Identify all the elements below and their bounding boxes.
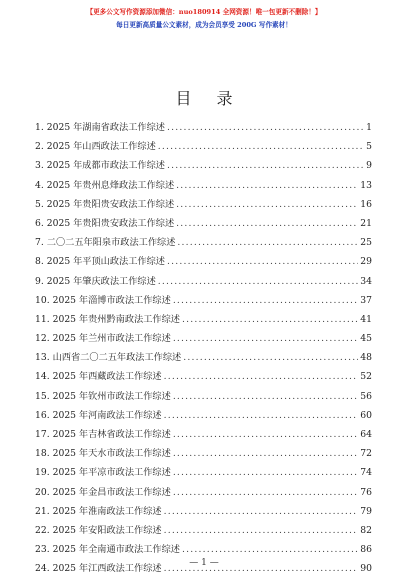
toc-entry[interactable] bbox=[35, 349, 372, 368]
banner-promo-line: 【更多公文写作资源添加微信：nuo180914 全网资源！唯一包更新不删除！】 bbox=[86, 8, 322, 16]
toc-entry[interactable] bbox=[35, 311, 372, 330]
toc-entry-page: 21 bbox=[360, 217, 372, 229]
toc-dot-leader bbox=[164, 525, 359, 536]
toc-entry-title: 2025 年淮南政法工作综述 bbox=[52, 505, 162, 517]
toc-entry-number: 21 bbox=[35, 505, 47, 517]
toc-entry-separator: . bbox=[46, 505, 50, 517]
toc-entry[interactable] bbox=[35, 157, 372, 176]
toc-entry-separator: . bbox=[46, 524, 50, 536]
toc-dot-leader bbox=[173, 467, 358, 478]
toc-entry-page: 86 bbox=[360, 544, 372, 556]
toc-entry-page: 79 bbox=[360, 505, 372, 517]
toc-dot-leader bbox=[183, 352, 358, 363]
toc-entry-title: 2025 年安阳政法工作综述 bbox=[52, 524, 162, 536]
toc-entry-title: 2025 年肇庆政法工作综述 bbox=[46, 275, 156, 287]
toc-entry[interactable] bbox=[35, 196, 372, 215]
toc-entry-separator: . bbox=[40, 237, 44, 249]
toc-entry-page: 64 bbox=[360, 429, 372, 440]
toc-entry-title: 2025 年金昌市政法工作综述 bbox=[52, 486, 171, 498]
toc-entry[interactable] bbox=[35, 330, 372, 349]
toc-dot-leader bbox=[158, 141, 364, 152]
toc-entry-number: 8 bbox=[35, 256, 41, 268]
toc-entry-separator: . bbox=[46, 390, 50, 402]
toc-entry-number: 22 bbox=[35, 524, 47, 536]
toc-dot-leader bbox=[173, 487, 358, 498]
toc-dot-leader bbox=[158, 276, 359, 287]
toc-entry-number: 12 bbox=[35, 333, 47, 345]
banner-update-line: 每日更新高质量公文素材，成为会员享受 200G 写作素材！ bbox=[116, 21, 292, 29]
table-of-contents bbox=[35, 119, 372, 580]
toc-entry-separator: . bbox=[46, 448, 50, 460]
toc-entry-number: 13 bbox=[35, 352, 47, 364]
toc-entry[interactable] bbox=[35, 292, 372, 311]
toc-dot-leader bbox=[182, 314, 358, 325]
toc-entry-title: 2025 年西藏政法工作综述 bbox=[52, 371, 162, 383]
toc-entry-number: 19 bbox=[35, 467, 47, 479]
toc-dot-leader bbox=[173, 429, 358, 440]
toc-entry-separator: . bbox=[40, 217, 44, 229]
toc-entry-separator: . bbox=[46, 313, 50, 325]
toc-dot-leader bbox=[176, 199, 358, 210]
toc-entry-page: 48 bbox=[360, 352, 372, 364]
toc-entry-page: 16 bbox=[360, 198, 372, 210]
toc-entry-number: 15 bbox=[35, 390, 47, 402]
toc-dot-leader bbox=[164, 410, 359, 421]
toc-dot-leader bbox=[173, 295, 358, 306]
page-title: 目 录 bbox=[175, 89, 243, 108]
toc-dot-leader bbox=[176, 180, 358, 191]
toc-entry-number: 16 bbox=[35, 409, 47, 421]
toc-dot-leader bbox=[167, 122, 364, 133]
toc-dot-leader bbox=[173, 391, 358, 402]
toc-entry-title: 二〇二五年阳泉市政法工作综述 bbox=[46, 237, 176, 249]
toc-entry[interactable] bbox=[35, 484, 372, 503]
toc-entry-separator: . bbox=[40, 179, 44, 191]
toc-entry-separator: . bbox=[40, 198, 44, 210]
toc-entry-page: 72 bbox=[360, 448, 372, 460]
toc-entry-number: 24 bbox=[35, 563, 47, 575]
toc-entry-page: 74 bbox=[360, 467, 372, 479]
toc-entry-number: 23 bbox=[35, 544, 47, 556]
toc-entry-page: 82 bbox=[360, 524, 372, 536]
toc-entry-number: 7 bbox=[35, 237, 41, 249]
toc-entry-title: 2025 年贵州息烽政法工作综述 bbox=[46, 179, 175, 191]
toc-entry[interactable] bbox=[35, 177, 372, 196]
toc-entry[interactable] bbox=[35, 215, 372, 234]
toc-entry-title: 2025 年贵阳贵安政法工作综述 bbox=[46, 217, 175, 229]
toc-entry-separator: . bbox=[46, 429, 50, 440]
toc-entry-page: 90 bbox=[360, 563, 372, 575]
toc-entry-page: 37 bbox=[360, 294, 372, 306]
toc-dot-leader bbox=[167, 160, 364, 171]
toc-entry[interactable] bbox=[35, 407, 372, 426]
toc-dot-leader bbox=[164, 506, 359, 517]
toc-entry-number: 4 bbox=[35, 179, 41, 191]
toc-entry[interactable] bbox=[35, 273, 372, 292]
toc-entry-page: 60 bbox=[360, 409, 372, 421]
toc-entry-separator: . bbox=[46, 563, 50, 575]
toc-entry-number: 20 bbox=[35, 486, 47, 498]
toc-entry-number: 17 bbox=[35, 429, 47, 440]
toc-entry-separator: . bbox=[46, 467, 50, 479]
toc-entry-separator: . bbox=[46, 544, 50, 556]
toc-entry-title: 2025 年河南政法工作综述 bbox=[52, 409, 162, 421]
toc-entry-title: 2025 年贵阳贵安政法工作综述 bbox=[46, 198, 175, 210]
toc-entry-title: 2025 年成都市政法工作综述 bbox=[46, 160, 165, 172]
toc-entry-separator: . bbox=[46, 486, 50, 498]
toc-entry[interactable] bbox=[35, 503, 372, 522]
toc-entry-page: 45 bbox=[360, 333, 372, 345]
toc-entry[interactable] bbox=[35, 445, 372, 464]
toc-entry[interactable] bbox=[35, 253, 372, 272]
toc-entry[interactable] bbox=[35, 426, 372, 445]
toc-entry-page: 13 bbox=[360, 179, 372, 191]
toc-entry-number: 3 bbox=[35, 160, 41, 172]
toc-entry-separator: . bbox=[40, 122, 44, 133]
toc-entry-page: 5 bbox=[366, 141, 372, 153]
toc-entry-number: 9 bbox=[35, 275, 41, 287]
toc-entry-page: 9 bbox=[366, 160, 372, 172]
toc-entry-title: 2025 年吉林省政法工作综述 bbox=[52, 429, 171, 440]
toc-entry[interactable] bbox=[35, 119, 372, 138]
toc-entry-title: 2025 年全南通市政法工作综述 bbox=[52, 544, 180, 556]
toc-entry-page: 1 bbox=[366, 122, 372, 133]
toc-dot-leader bbox=[167, 256, 358, 267]
toc-entry-title: 山西省二〇二五年政法工作综述 bbox=[52, 352, 182, 364]
toc-entry-page: 29 bbox=[360, 256, 372, 268]
toc-entry-title: 2025 年钦州市政法工作综述 bbox=[52, 390, 171, 402]
toc-entry-number: 5 bbox=[35, 198, 41, 210]
toc-entry-separator: . bbox=[46, 294, 50, 306]
toc-entry-title: 2025 年平顶山政法工作综述 bbox=[46, 256, 165, 268]
toc-entry-title: 2025 年兰州市政法工作综述 bbox=[52, 333, 171, 345]
toc-entry-number: 1 bbox=[35, 122, 41, 133]
toc-entry-separator: . bbox=[40, 160, 44, 172]
toc-entry[interactable] bbox=[35, 388, 372, 407]
toc-entry-separator: . bbox=[40, 141, 44, 153]
toc-entry[interactable] bbox=[35, 464, 372, 483]
toc-entry[interactable] bbox=[35, 234, 372, 253]
toc-entry-number: 6 bbox=[35, 217, 41, 229]
toc-entry-page: 34 bbox=[360, 275, 372, 287]
toc-dot-leader bbox=[173, 333, 358, 344]
toc-entry-number: 11 bbox=[35, 313, 47, 325]
toc-dot-leader bbox=[164, 371, 359, 382]
toc-entry-page: 25 bbox=[360, 237, 372, 249]
toc-entry-title: 2025 年淄博市政法工作综述 bbox=[52, 294, 171, 306]
toc-entry-separator: . bbox=[46, 409, 50, 421]
toc-entry[interactable] bbox=[35, 138, 372, 157]
toc-entry-separator: . bbox=[40, 256, 44, 268]
toc-entry-page: 56 bbox=[360, 390, 372, 402]
toc-entry-title: 2025 年山西政法工作综述 bbox=[46, 141, 156, 153]
toc-entry[interactable] bbox=[35, 522, 372, 541]
toc-entry-separator: . bbox=[46, 352, 50, 364]
toc-entry-number: 18 bbox=[35, 448, 47, 460]
toc-dot-leader bbox=[176, 218, 358, 229]
toc-entry-title: 2025 年贵州黔南政法工作综述 bbox=[52, 313, 180, 325]
toc-dot-leader bbox=[173, 448, 358, 459]
toc-dot-leader bbox=[177, 237, 358, 248]
toc-entry-number: 14 bbox=[35, 371, 47, 383]
toc-entry-title: 2025 年天水市政法工作综述 bbox=[52, 448, 171, 460]
toc-entry-title: 2025 年湖南省政法工作综述 bbox=[46, 122, 165, 133]
toc-entry-separator: . bbox=[46, 333, 50, 345]
toc-entry[interactable] bbox=[35, 368, 372, 387]
toc-entry-number: 2 bbox=[35, 141, 41, 153]
toc-entry-page: 76 bbox=[360, 486, 372, 498]
toc-dot-leader bbox=[182, 544, 358, 555]
toc-entry-title: 2025 年平凉市政法工作综述 bbox=[52, 467, 171, 479]
toc-entry-separator: . bbox=[46, 371, 50, 383]
toc-entry-number: 10 bbox=[35, 294, 47, 306]
header-banner bbox=[0, 6, 408, 32]
toc-entry-page: 41 bbox=[360, 313, 372, 325]
page-number: — 1 — bbox=[189, 558, 219, 568]
toc-entry-page: 52 bbox=[360, 371, 372, 383]
toc-entry-title: 2025 年江西政法工作综述 bbox=[52, 563, 162, 575]
toc-entry-separator: . bbox=[40, 275, 44, 287]
